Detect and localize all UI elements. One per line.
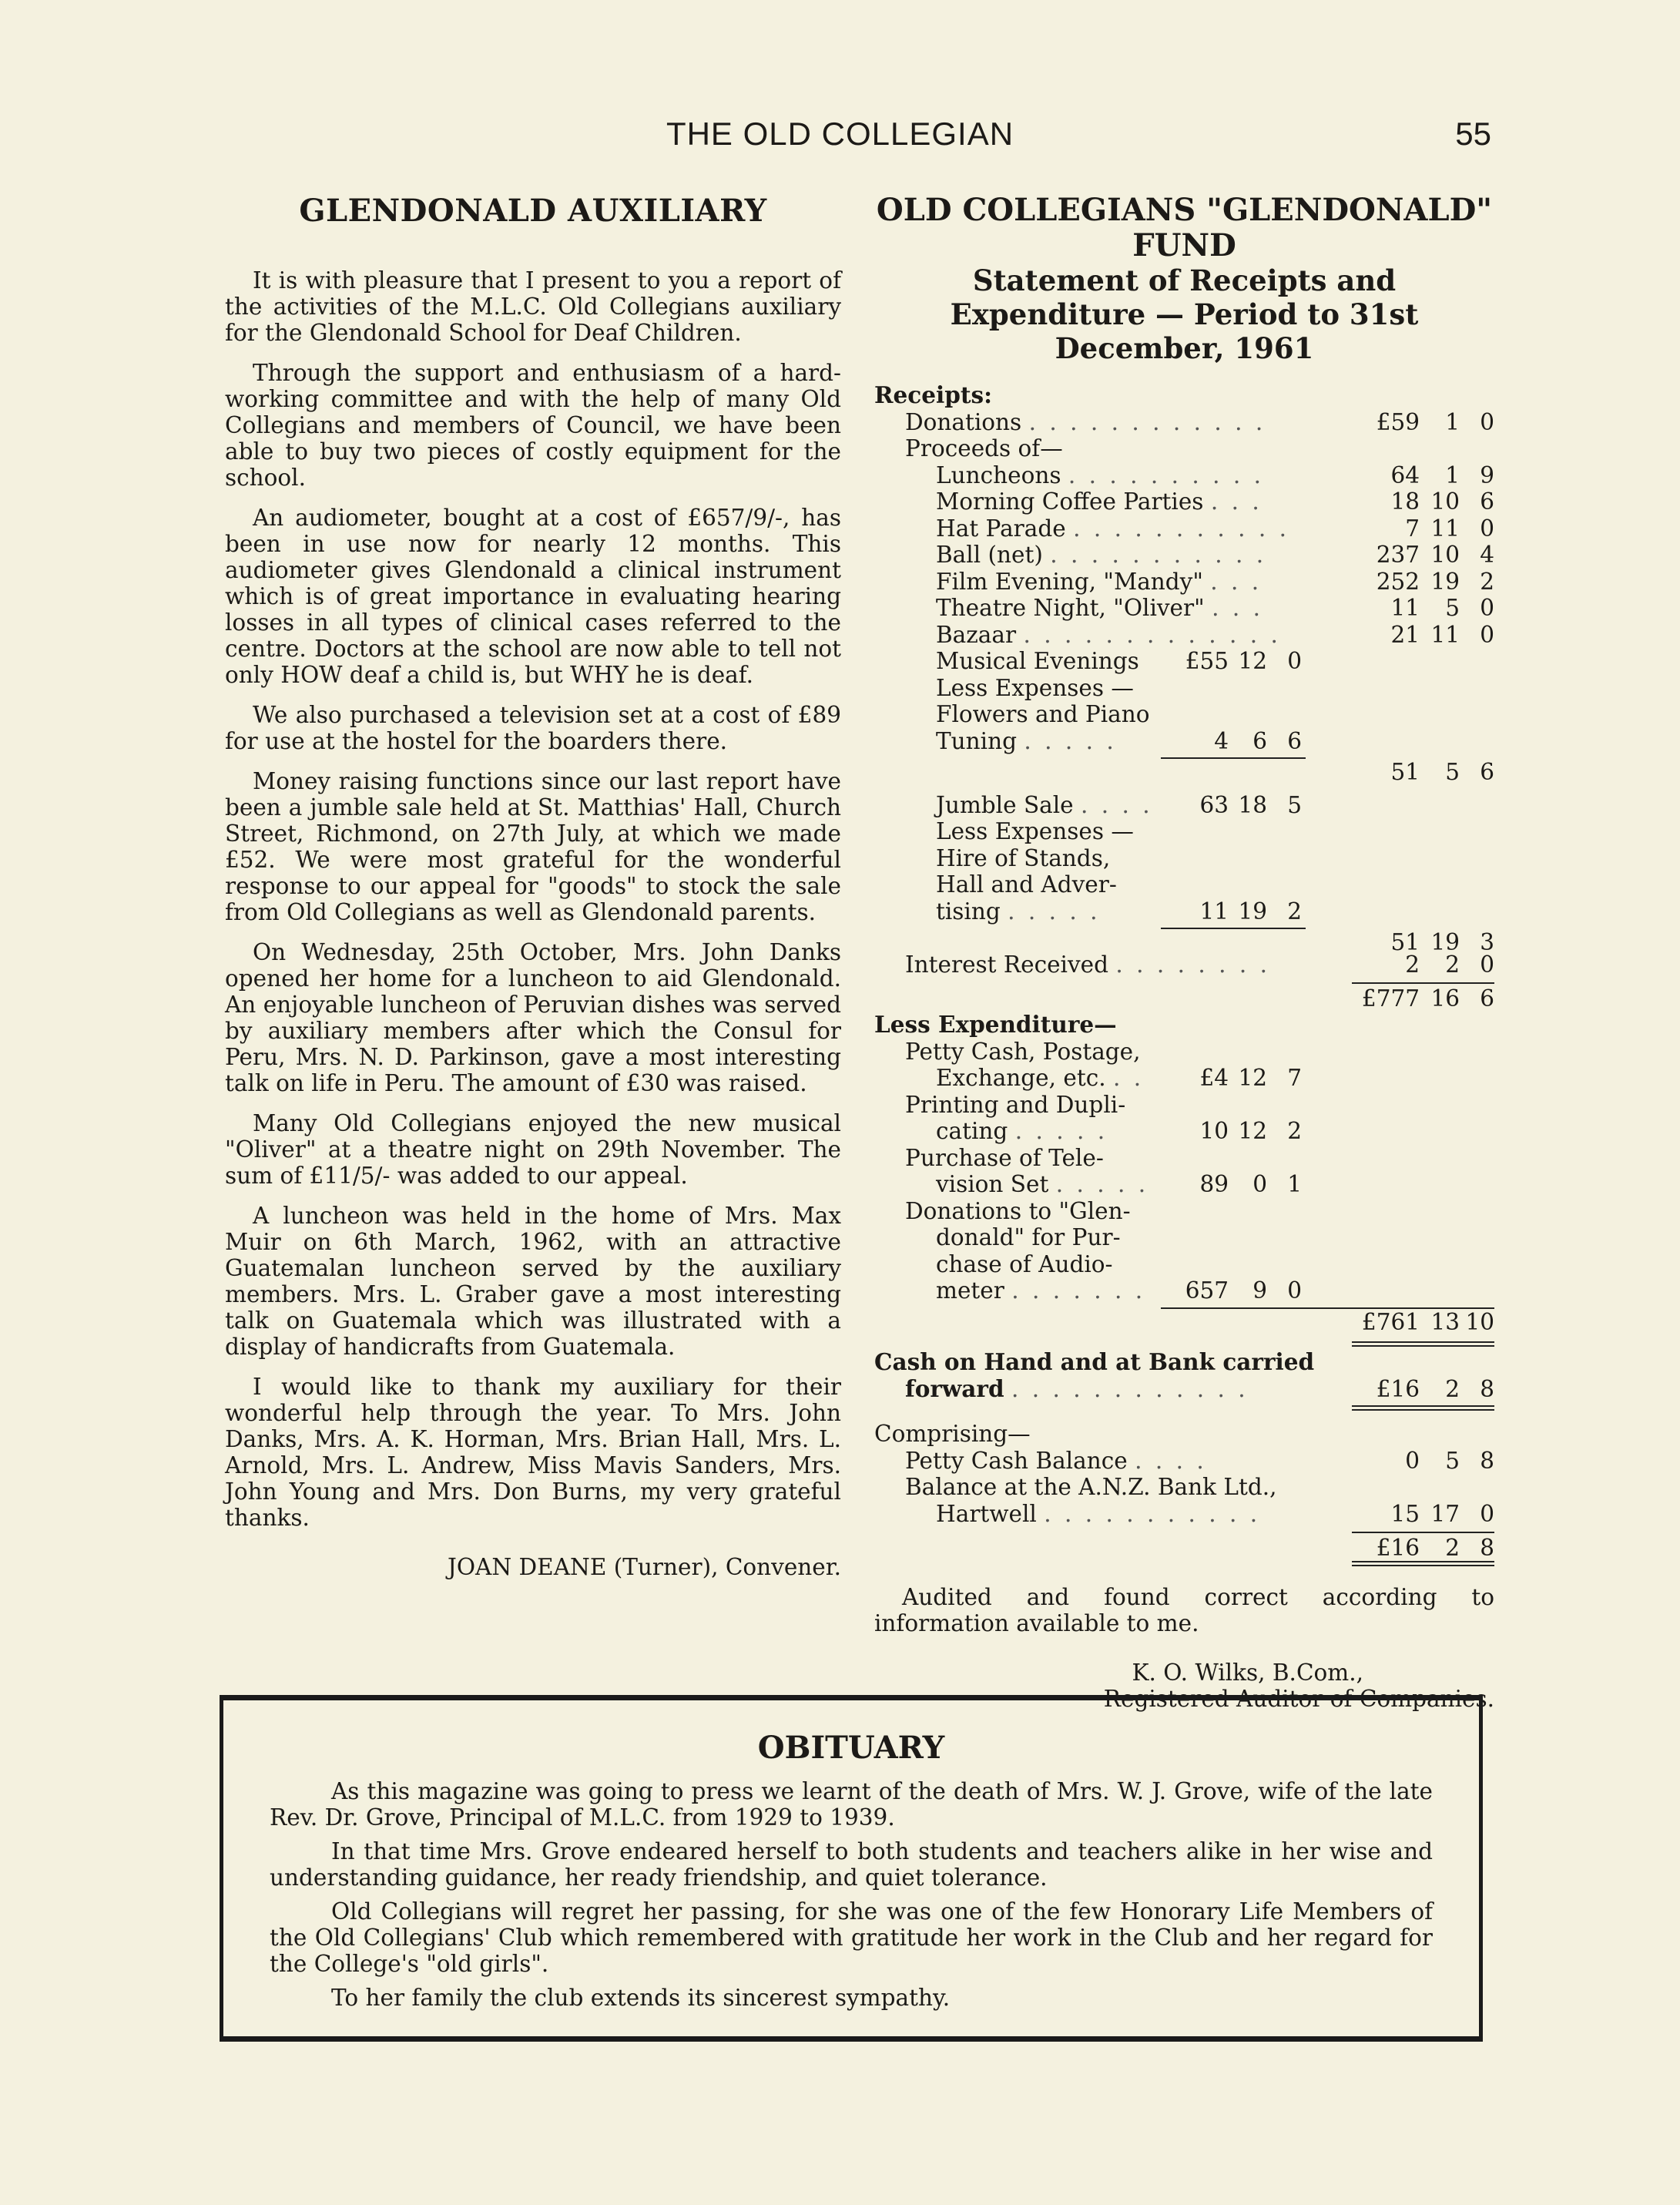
row-label: Jumble Sale . . . .: [936, 791, 1153, 818]
amount-pence: 8: [1480, 1375, 1494, 1402]
statement-row: [874, 845, 1494, 872]
statement-row: [874, 978, 1494, 1012]
row-label: Interest Received . . . . . . . .: [905, 951, 1271, 978]
amount-shillings: 0: [1252, 1171, 1267, 1197]
amount-pounds: 63: [1199, 791, 1229, 818]
row-label: Morning Coffee Parties . . .: [936, 488, 1263, 515]
row-label: cating . . . . .: [936, 1118, 1108, 1144]
final-total-shillings: 2: [1445, 1535, 1460, 1561]
obituary-paragraph: As this magazine was going to press we learnt of the death of Mrs. W. J. Grove, wife of the late Rev. Dr. Grove, Principal of M.L.C. from 1929 to 1939.: [270, 1778, 1433, 1831]
obituary-box: [220, 1695, 1483, 2042]
amount-shillings: 1: [1445, 461, 1460, 488]
auxiliary-paragraph: On Wednesday, 25th October, Mrs. John Danks opened her home for a luncheon to aid Glendonald. An enjoyable luncheon of Peruvian dishes was served by auxiliary members after which the Consul for Peru, Mrs. N. D. Parkinson, gave a most interesting talk on life in Peru. The amount of £30 was raised.: [225, 939, 841, 1096]
statement-row: [874, 595, 1494, 622]
receipts-total-pence: 6: [1480, 985, 1494, 1012]
row-label: tising . . . . .: [936, 898, 1101, 925]
amount-pence: 6: [1480, 759, 1494, 785]
amount-pounds: 4: [1214, 727, 1229, 754]
row-label: Hall and Adver-: [936, 871, 1117, 898]
amount-pence: 5: [1287, 791, 1302, 818]
row-label: vision Set . . . . .: [936, 1171, 1149, 1197]
row-label: Donations . . . . . . . . . . . .: [905, 408, 1266, 435]
auditor-name: K. O. Wilks, B.Com.,: [1132, 1659, 1363, 1686]
auxiliary-paragraph: Through the support and enthusiasm of a hard-working committee and with the help of many Old Collegians and members of Council, we have been able to buy two pieces of costly equipment for the school.: [225, 360, 841, 491]
statement-row: [874, 1171, 1494, 1198]
statement-row: [874, 622, 1494, 649]
amount-pounds: 21: [1390, 621, 1420, 648]
statement-row: [874, 1092, 1494, 1119]
amount-shillings: 12: [1238, 1118, 1267, 1144]
running-title: THE OLD COLLEGIAN: [666, 116, 1014, 152]
page-header: [0, 116, 1680, 162]
amount-pence: 0: [1480, 408, 1494, 435]
amount-pounds: £55: [1185, 648, 1229, 674]
amount-shillings: 19: [1430, 568, 1460, 595]
statement-row: [874, 1527, 1494, 1561]
row-label: Bazaar . . . . . . . . . . . . .: [936, 621, 1281, 648]
statement-row: [874, 569, 1494, 596]
row-label: Purchase of Tele-: [905, 1144, 1104, 1171]
amount-pence: 0: [1287, 1277, 1302, 1304]
amount-pounds: 11: [1199, 898, 1229, 925]
amount-shillings: 9: [1252, 1277, 1267, 1304]
expenditure-heading: Less Expenditure—: [874, 1011, 1117, 1038]
statement-row: [874, 462, 1494, 489]
amount-shillings: 6: [1252, 727, 1267, 754]
amount-pounds: 657: [1185, 1277, 1229, 1304]
row-label: Flowers and Piano: [936, 701, 1150, 727]
amount-pence: 0: [1480, 1500, 1494, 1527]
row-label: Balance at the A.N.Z. Bank Ltd.,: [905, 1474, 1277, 1500]
amount-pounds: 18: [1390, 488, 1420, 515]
auxiliary-paragraph: Many Old Collegians enjoyed the new musical "Oliver" at a theatre night on 29th November. The sum of £11/5/- was added to our appeal.: [225, 1110, 841, 1189]
amount-pence: 9: [1480, 461, 1494, 488]
row-label: Petty Cash, Postage,: [905, 1038, 1141, 1065]
spacer: [874, 781, 1494, 792]
statement-row: [874, 818, 1494, 845]
statement-row: [874, 1012, 1494, 1039]
statement-row: [874, 1501, 1494, 1528]
amount-pence: 0: [1287, 648, 1302, 674]
subtotal-rule: [1161, 928, 1306, 929]
statement-row: [874, 1331, 1494, 1349]
statement-row: [874, 1402, 1494, 1421]
amount-pounds: 7: [1405, 515, 1420, 542]
fund-subtitle: Statement of Receipts and Expenditure — Period to 31st December, 1961: [950, 263, 1419, 365]
receipts-total-pounds: £777: [1361, 985, 1420, 1012]
double-rule: [1352, 1561, 1494, 1566]
amount-pence: 0: [1480, 515, 1494, 542]
amount-pounds: 10: [1199, 1118, 1229, 1144]
row-label: Less Expenses —: [936, 818, 1134, 844]
auxiliary-paragraph: Money raising functions since our last report have been a jumble sale held at St. Matthias' Hall, Church Street, Richmond, on 27th July, at which we made £52. We were most grateful for the wonderful response to our appeal for "goods" to stock the sale from Old Collegians as well as Glendonald parents.: [225, 768, 841, 925]
proceeds-label: Proceeds of—: [905, 435, 1063, 461]
statement-row: [874, 1474, 1494, 1501]
amount-shillings: 18: [1238, 791, 1267, 818]
statement-row: [874, 1198, 1494, 1225]
statement-row: [874, 898, 1494, 925]
statement-row: [874, 1376, 1494, 1403]
amount-shillings: 12: [1238, 1065, 1267, 1091]
amount-shillings: 10: [1430, 542, 1460, 568]
amount-pence: 6: [1287, 727, 1302, 754]
statement-row: [874, 925, 1494, 955]
total-rule: [1352, 982, 1494, 984]
subtotal-rule: [1161, 757, 1306, 759]
row-label: Hartwell . . . . . . . . . . .: [936, 1500, 1261, 1527]
row-label: Ball (net) . . . . . . . . . . .: [936, 542, 1267, 568]
obituary-title: OBITUARY: [757, 1730, 945, 1766]
auxiliary-paragraph: I would like to thank my auxiliary for their wonderful help through the year. To Mrs. John Danks, Mrs. A. K. Horman, Mrs. Brian Hall, Mrs. L. Arnold, Mrs. L. Andrew, Miss Mavis Sanders, Mrs. John Young and Mrs. Don Burns, my very grateful thanks.: [225, 1374, 841, 1531]
auxiliary-title: GLENDONALD AUXILIARY: [299, 193, 767, 229]
expenditure-total-pence: 10: [1465, 1308, 1494, 1335]
obituary-paragraph: To her family the club extends its sincerest sympathy.: [331, 1985, 951, 2011]
amount-pounds: 51: [1390, 759, 1420, 785]
amount-shillings: 11: [1430, 621, 1460, 648]
amount-pounds: 11: [1390, 595, 1420, 621]
statement-row: [874, 1224, 1494, 1251]
receipts-heading: Receipts:: [874, 381, 992, 408]
amount-pounds: 15: [1390, 1500, 1420, 1527]
statement-row: [874, 792, 1494, 819]
amount-shillings: 10: [1430, 488, 1460, 515]
amount-pence: 0: [1480, 621, 1494, 648]
amount-pounds: £16: [1376, 1375, 1420, 1402]
row-label: meter . . . . . . .: [936, 1277, 1146, 1304]
statement-row: [874, 1349, 1494, 1376]
amount-shillings: 19: [1238, 898, 1267, 925]
statement-row: [874, 1118, 1494, 1145]
auxiliary-paragraph: We also purchased a television set at a cost of £89 for use at the hostel for the boarders there.: [225, 702, 841, 754]
obituary-paragraph: In that time Mrs. Grove endeared herself to both students and teachers alike in her wise and understanding guidance, her ready friendship, and quiet tolerance.: [270, 1838, 1433, 1891]
obituary-paragraph: Old Collegians will regret her passing, for she was one of the few Honorary Life Members of the Old Collegians' Club which remembered with gratitude her work in the Club and her regard for the College's "old girls".: [270, 1898, 1433, 1977]
statement-row: [874, 542, 1494, 569]
audit-statement: Audited and found correct according to information available to me.: [874, 1584, 1494, 1636]
amount-shillings: 1: [1445, 408, 1460, 435]
comprising-label: Comprising—: [874, 1421, 1031, 1447]
fund-statement: [874, 382, 1494, 1569]
statement-row: [874, 1065, 1494, 1092]
row-label: Film Evening, "Mandy" . . .: [936, 568, 1263, 595]
total-rule: [1352, 1532, 1494, 1533]
row-label: Petty Cash Balance . . . .: [905, 1447, 1207, 1474]
amount-shillings: 17: [1430, 1500, 1460, 1527]
amount-pence: 2: [1480, 568, 1494, 595]
statement-row: [874, 1421, 1494, 1448]
amount-pence: 3: [1480, 929, 1494, 955]
amount-pounds: £4: [1199, 1065, 1229, 1091]
amount-pounds: 252: [1376, 568, 1420, 595]
amount-pence: 2: [1287, 1118, 1302, 1144]
double-rule: [1352, 1405, 1494, 1411]
amount-pence: 2: [1287, 898, 1302, 925]
amount-pence: 8: [1480, 1447, 1494, 1474]
statement-row: [874, 701, 1494, 728]
row-label: Donations to "Glen-: [905, 1197, 1131, 1224]
row-label: Hat Parade . . . . . . . . . . .: [936, 515, 1290, 542]
fund-column: [874, 193, 1494, 1712]
statement-row: [874, 951, 1494, 978]
amount-pounds: 237: [1376, 542, 1420, 568]
amount-pounds: £59: [1376, 408, 1420, 435]
amount-shillings: 12: [1238, 648, 1267, 674]
row-label: Exchange, etc. . .: [936, 1065, 1145, 1091]
cash-heading: Cash on Hand and at Bank carried: [874, 1348, 1315, 1375]
expenditure-total-shillings: 13: [1430, 1308, 1460, 1335]
receipts-total-shillings: 16: [1430, 985, 1460, 1012]
statement-row: [874, 648, 1494, 675]
auxiliary-paragraph: It is with pleasure that I present to you a report of the activities of the M.L.C. Old Collegians auxiliary for the Glendonald School for Deaf Children.: [225, 267, 841, 346]
statement-row: [874, 1448, 1494, 1475]
page-number: 55: [1455, 116, 1491, 152]
statement-row: [874, 675, 1494, 702]
statement-row: [874, 515, 1494, 542]
final-total-pounds: £16: [1376, 1535, 1420, 1561]
amount-pounds: 64: [1390, 461, 1420, 488]
row-label: Theatre Night, "Oliver" . . .: [936, 595, 1263, 621]
amount-shillings: 5: [1445, 595, 1460, 621]
final-total-pence: 8: [1480, 1535, 1494, 1561]
statement-row: [874, 1277, 1494, 1304]
amount-shillings: 11: [1430, 515, 1460, 542]
statement-row: [874, 382, 1494, 409]
expenditure-total-pounds: £761: [1361, 1308, 1420, 1335]
row-label: Printing and Dupli-: [905, 1091, 1126, 1118]
row-label: chase of Audio-: [936, 1250, 1113, 1277]
statement-row: [874, 1304, 1494, 1335]
statement-row: [874, 1145, 1494, 1172]
statement-row: [874, 488, 1494, 515]
amount-pence: 0: [1480, 595, 1494, 621]
auxiliary-paragraph: An audiometer, bought at a cost of £657/9/-, has been in use now for nearly 12 months. This audiometer gives Glendonald a clinical instrument which is of great importance in evaluating hearing losses in all types of clinical cases referred to the centre. Doctors at the school are now able to tell not only HOW deaf a child is, but WHY he is deaf.: [225, 505, 841, 688]
statement-row: [874, 754, 1494, 785]
row-label: Luncheons . . . . . . . . . .: [936, 461, 1265, 488]
statement-row: [874, 409, 1494, 436]
amount-shillings: 2: [1445, 951, 1460, 978]
amount-shillings: 2: [1445, 1375, 1460, 1402]
amount-pence: 7: [1287, 1065, 1302, 1091]
double-rule: [1352, 1341, 1494, 1347]
amount-shillings: 19: [1430, 929, 1460, 955]
auxiliary-paragraph: A luncheon was held in the home of Mrs. Max Muir on 6th March, 1962, with an attractive Guatemalan luncheon served by the auxiliary members. Mrs. L. Graber gave a most interesting talk on Guatemala which was illustrated with a display of handicrafts from Guatemala.: [225, 1203, 841, 1360]
row-label: forward . . . . . . . . . . . .: [905, 1374, 1249, 1402]
statement-row: [874, 1039, 1494, 1066]
convener-signature: JOAN DEANE (Turner), Convener.: [448, 1554, 841, 1580]
amount-pounds: 0: [1405, 1447, 1420, 1474]
amount-pence: 1: [1287, 1171, 1302, 1197]
amount-pounds: 2: [1405, 951, 1420, 978]
statement-row: [874, 728, 1494, 755]
auditor-title: Registered Auditor of Companies.: [1103, 1685, 1494, 1712]
amount-shillings: 5: [1445, 759, 1460, 785]
fund-title: OLD COLLEGIANS "GLENDONALD" FUND: [876, 192, 1493, 263]
row-label: Hire of Stands,: [936, 844, 1111, 871]
statement-row: [874, 871, 1494, 898]
amount-pence: 6: [1480, 488, 1494, 515]
amount-pounds: 89: [1199, 1171, 1229, 1197]
auxiliary-column: [225, 193, 841, 1580]
row-label: Musical Evenings: [936, 648, 1139, 674]
statement-row: [874, 435, 1494, 462]
row-label: donald" for Pur-: [936, 1224, 1121, 1250]
amount-shillings: 5: [1445, 1447, 1460, 1474]
statement-row: [874, 1561, 1494, 1569]
row-label: Tuning . . . . .: [936, 727, 1117, 754]
row-label: Less Expenses —: [936, 674, 1134, 701]
amount-pence: 4: [1480, 542, 1494, 568]
statement-row: [874, 1251, 1494, 1278]
amount-pounds: 51: [1390, 929, 1420, 955]
amount-pence: 0: [1480, 951, 1494, 978]
